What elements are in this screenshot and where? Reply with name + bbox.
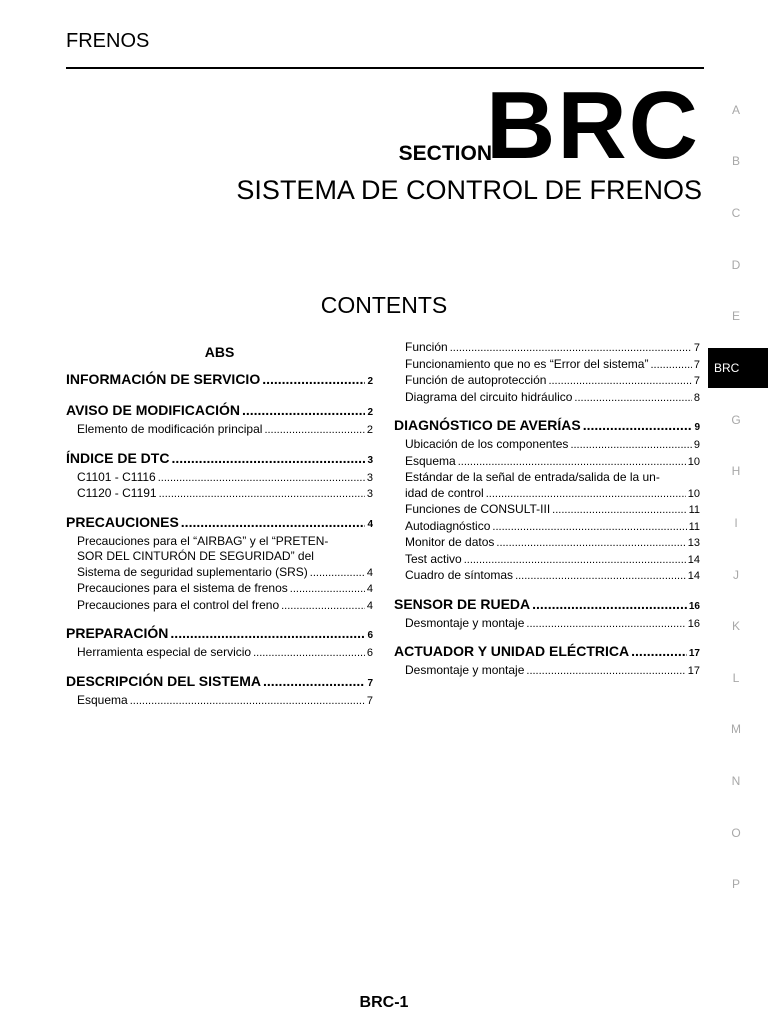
section-tab-p[interactable]: P (731, 877, 740, 892)
toc-entry-label: idad de control (405, 485, 484, 500)
header-title: FRENOS (66, 30, 150, 52)
toc-left-column (66, 340, 373, 709)
toc-entry-label: Precauciones para el sistema de frenos (77, 581, 288, 595)
section-tab-brc[interactable]: BRC (708, 348, 768, 388)
toc-entry-label: ÍNDICE DE DTC (66, 449, 170, 466)
toc-entry-label: PRECAUCIONES (66, 513, 179, 530)
toc-section-entry[interactable] (394, 416, 700, 437)
toc-entry-page: 13 (687, 537, 700, 549)
toc-entry[interactable] (394, 437, 700, 454)
toc-entry[interactable] (66, 486, 373, 503)
section-subtitle: SISTEMA DE CONTROL DE FRENOS (236, 175, 702, 205)
section-tab-a[interactable]: A (731, 102, 740, 117)
section-tab-g[interactable]: G (731, 412, 741, 427)
section-tab-m[interactable]: M (731, 722, 741, 737)
toc-entry[interactable] (394, 373, 700, 390)
toc-leader-dots (158, 471, 365, 487)
toc-entry-page: 10 (687, 487, 700, 500)
toc-entry-label: Elemento de modificación principal (77, 422, 263, 436)
toc-entry-page: 4 (366, 583, 373, 595)
toc-leader-dots (458, 455, 686, 471)
toc-entry-page: 6 (367, 630, 373, 641)
toc-entry-label-line: Precauciones para el “AIRBAG” y el “PRETEN- (77, 533, 329, 548)
section-word: SECTION (398, 142, 492, 165)
header-rule (66, 67, 704, 69)
toc-leader-dots (253, 646, 365, 662)
toc-leader-dots (159, 487, 365, 503)
toc-entry-label: ACTUADOR Y UNIDAD ELÉCTRICA (394, 643, 630, 659)
toc-entry[interactable] (66, 693, 373, 710)
section-tab-nav (704, 84, 768, 910)
toc-entry-page: 9 (694, 422, 700, 433)
toc-entry-page: 4 (366, 566, 373, 579)
toc-entry[interactable] (394, 502, 700, 519)
section-tab-o[interactable]: O (731, 825, 741, 840)
toc-entry[interactable] (394, 568, 700, 585)
section-tab-j[interactable]: J (733, 567, 739, 582)
toc-entry-page: 3 (366, 488, 373, 500)
toc-entry-page: 16 (687, 617, 700, 630)
toc-entry[interactable] (394, 390, 700, 407)
toc-entry-page: 17 (687, 665, 700, 677)
toc-leader-dots (570, 438, 691, 454)
toc-entry-page: 10 (687, 455, 700, 468)
toc-entry-label: SENSOR DE RUEDA (394, 595, 531, 612)
toc-entry-page: 17 (688, 648, 700, 659)
toc-entry-label: Precauciones para el control del freno (77, 597, 280, 612)
section-code: BRC (486, 72, 700, 179)
toc-entry[interactable] (66, 470, 373, 487)
toc-entry-label: Monitor de datos (405, 535, 495, 549)
toc-leader-dots (181, 513, 366, 531)
toc-entry[interactable] (66, 422, 373, 439)
toc-leader-dots (290, 582, 365, 598)
toc-entry-row (405, 486, 700, 503)
toc-entry[interactable] (394, 519, 700, 536)
section-tab-e[interactable]: E (731, 309, 740, 324)
toc-leader-dots (492, 520, 686, 536)
toc-entry-label: AVISO DE MODIFICACIÓN (66, 402, 240, 418)
toc-entry[interactable] (66, 645, 373, 662)
toc-entry-label: Test activo (405, 551, 462, 566)
toc-entry-label-line: Estándar de la señal de entrada/salida de la un- (405, 470, 660, 484)
toc-entry-page: 4 (367, 518, 373, 530)
toc-entry-label: Funciones de CONSULT-III (405, 502, 551, 516)
toc-entry-page: 4 (366, 599, 373, 612)
toc-entry[interactable] (394, 663, 700, 680)
toc-entry-page: 2 (366, 424, 373, 436)
toc-entry-label: Esquema (405, 453, 456, 468)
toc-entry-page: 14 (687, 553, 700, 566)
toc-section-entry[interactable] (66, 672, 373, 693)
toc-entry-label-line: SOR DEL CINTURÓN DE SEGURIDAD” del (77, 549, 314, 563)
toc-entry-label: Desmontaje y montaje (405, 615, 525, 630)
toc-entry-label: Cuadro de síntomas (405, 568, 514, 582)
toc-entry[interactable] (66, 581, 373, 598)
toc-entry-label: Funcionamiento que no es “Error del sistema” (405, 356, 649, 371)
toc-leader-dots (631, 642, 687, 660)
page-number: BRC-1 (359, 994, 409, 1011)
toc-section-entry[interactable] (66, 370, 373, 391)
toc-entry[interactable] (394, 454, 700, 471)
toc-leader-dots (310, 566, 365, 582)
toc-entry-page: 11 (688, 504, 700, 516)
toc-entry-page: 3 (367, 454, 373, 466)
toc-entry-label: INFORMACIÓN DE SERVICIO (66, 371, 261, 387)
toc-entry-label: Autodiagnóstico (405, 518, 491, 533)
toc-entry-page: 3 (366, 471, 373, 484)
toc-entry[interactable] (394, 535, 700, 552)
toc-entry-label: Desmontaje y montaje (405, 663, 525, 677)
toc-entry-page: 11 (688, 520, 700, 533)
toc-entry-label: Ubicación de los componentes (405, 437, 569, 451)
toc-leader-dots (532, 595, 687, 613)
toc-group-title: ABS (204, 344, 235, 360)
toc-entry-page: 7 (366, 694, 373, 707)
toc-entry-label: DIAGNÓSTICO DE AVERÍAS (394, 417, 581, 433)
toc-entry-page: 7 (693, 342, 700, 354)
toc-leader-dots (486, 487, 686, 503)
toc-entry-page: 9 (693, 439, 700, 451)
toc-leader-dots (264, 423, 364, 439)
toc-leader-dots (450, 341, 692, 357)
toc-entry-label: Sistema de seguridad suplementario (SRS) (77, 564, 308, 579)
toc-leader-dots (242, 401, 365, 419)
toc-entry-label: C1101 - C1116 (77, 469, 156, 484)
toc-entry-label: Herramienta especial de servicio (77, 645, 252, 659)
toc-section-entry[interactable] (66, 513, 373, 534)
toc-entry-label: Función (405, 340, 448, 354)
toc-leader-dots (263, 672, 365, 690)
toc-section-entry[interactable] (66, 401, 373, 422)
toc-entry[interactable] (394, 340, 700, 357)
toc-entry[interactable] (394, 470, 700, 502)
toc-leader-dots (650, 358, 691, 374)
toc-leader-dots (515, 569, 686, 585)
toc-leader-dots (548, 374, 691, 390)
toc-entry[interactable] (394, 616, 700, 633)
toc-leader-dots (526, 664, 685, 680)
toc-entry-label: DESCRIPCIÓN DEL SISTEMA (66, 672, 261, 689)
toc-entry-page: 6 (366, 647, 373, 659)
toc-entry[interactable] (394, 552, 700, 569)
toc-leader-dots (526, 617, 685, 633)
toc-leader-dots (464, 553, 686, 569)
toc-entry-label: C1120 - C1191 (77, 486, 157, 500)
toc-entry-label: Función de autoprotección (405, 373, 547, 387)
toc-entry[interactable] (66, 598, 373, 615)
toc-section-entry[interactable] (394, 595, 700, 616)
toc-entry-label: Esquema (77, 692, 128, 707)
toc-entry-page: 7 (367, 677, 373, 689)
section-tab-n[interactable]: N (731, 773, 741, 788)
toc-leader-dots (552, 503, 686, 519)
toc-entry-label: PREPARACIÓN (66, 625, 169, 641)
section-tab-b[interactable]: B (731, 154, 740, 169)
section-tab-l[interactable]: L (732, 670, 740, 685)
toc-leader-dots (130, 694, 365, 710)
toc-entry[interactable] (394, 357, 700, 374)
toc-leader-dots (574, 391, 691, 407)
section-tab-h[interactable]: H (731, 464, 741, 479)
toc-leader-dots (170, 624, 365, 642)
section-tab-i[interactable]: I (734, 515, 738, 530)
contents-title: CONTENTS (320, 292, 448, 318)
toc-entry-label: Diagrama del circuito hidráulico (405, 389, 573, 404)
toc-right-column (394, 340, 700, 680)
toc-leader-dots (281, 599, 365, 615)
toc-entry-page: 7 (693, 375, 700, 387)
toc-leader-dots (583, 416, 693, 434)
toc-leader-dots (496, 536, 685, 552)
section-tab-d[interactable]: D (731, 257, 741, 272)
section-tab-c[interactable]: C (731, 205, 741, 220)
toc-entry-page: 7 (693, 358, 700, 371)
toc-entry-page: 2 (367, 407, 373, 418)
toc-entry-page: 14 (687, 570, 700, 582)
toc-entry[interactable] (66, 534, 373, 582)
section-tab-k[interactable]: K (731, 619, 740, 634)
toc-leader-dots (171, 449, 365, 467)
toc-entry-row (77, 565, 373, 582)
toc-leader-dots (262, 370, 365, 388)
toc-section-entry[interactable] (66, 624, 373, 645)
toc-entry-page: 2 (367, 376, 373, 387)
toc-entry-page: 8 (693, 391, 700, 404)
toc-entry-page: 16 (688, 600, 700, 612)
toc-section-entry[interactable] (394, 642, 700, 663)
toc-section-entry[interactable] (66, 449, 373, 470)
